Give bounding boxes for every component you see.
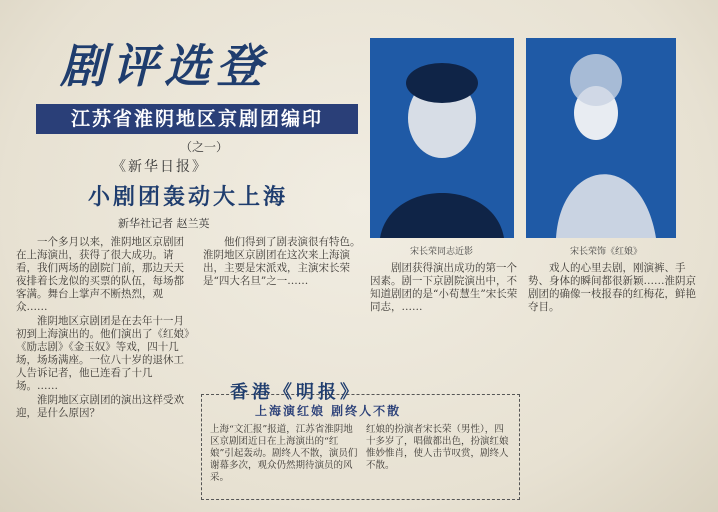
costume-caption: 宋长荣饰《红娘》: [570, 247, 643, 257]
portrait-photo: [370, 38, 514, 238]
box-subtitle: 上海演红娘 剧终人不散: [255, 404, 402, 418]
box-text-right: 红娘的扮演者宋长荣（男性），四十多岁了，唱做都出色，扮演红娘惟妙惟肖，使人击节叹赏，剧终人不散。: [366, 424, 509, 471]
box-text-left: 上海“文汇报”报道，江苏省淮阴地区京剧团近日在上海演出的“红娘”引起轰动。剧终人不散，演员们谢幕多次，观众仍然期待演员的风采。: [210, 424, 358, 483]
series-number: （之一）: [180, 140, 229, 154]
col3-para: 剧团获得演出成功的第一个因素。剧一下京剧院演出中，不知道剧团的是“小荀慧生”宋长荣同志，……: [370, 262, 518, 313]
col4-para: 戏人的心里去剧，刚演裤、手势、身体的瞬间都很新颖……淮阴京剧团的确像一枝报春的红梅花，鲜艳夺目。: [528, 262, 696, 313]
column-2: [203, 236, 363, 289]
opera-figure-icon: [526, 38, 676, 238]
source-newspaper: 《新华日报》: [112, 159, 208, 175]
publisher-banner: 江苏省淮阴地区京剧团编印: [36, 104, 358, 134]
page-title: 剧评选登: [60, 39, 268, 93]
col1-para2: 淮阴地区京剧团是在去年十一月初到上海演出的。他们演出了《红娘》《励志剧》《金玉奴》等戏，四十几场，场场满座。一位八十岁的退休工人告诉记者，他已连看了十几场。……: [16, 315, 190, 392]
headline: 小剧团轰动大上海: [88, 185, 289, 210]
col2-para: 他们得到了剧表演很有特色。淮阴地区京剧团在这次来上海演出，主要是宋派戏，主演宋长荣是“四大名旦”之一……: [203, 236, 361, 287]
col1-para3: 淮阴地区京剧团的演出这样受欢迎，是什么原因？: [16, 394, 184, 419]
portrait-figure-icon: [370, 38, 514, 238]
column-3: [370, 262, 520, 315]
column-1: [16, 236, 194, 421]
box-title: 香港《明报》: [230, 382, 362, 403]
portrait-caption: 宋长荣同志近影: [410, 247, 474, 257]
byline: 新华社记者 赵兰英: [118, 217, 210, 230]
opera-costume-photo: [526, 38, 676, 238]
col1-para: 一个多月以来，淮阴地区京剧团在上海演出，获得了很大成功。请看，我们两场的剧院门前，那边天天夜排着长龙似的买票的队伍，每场都客满。舞台上掌声不断热烈，观众……: [16, 236, 184, 313]
column-4: [528, 262, 698, 315]
